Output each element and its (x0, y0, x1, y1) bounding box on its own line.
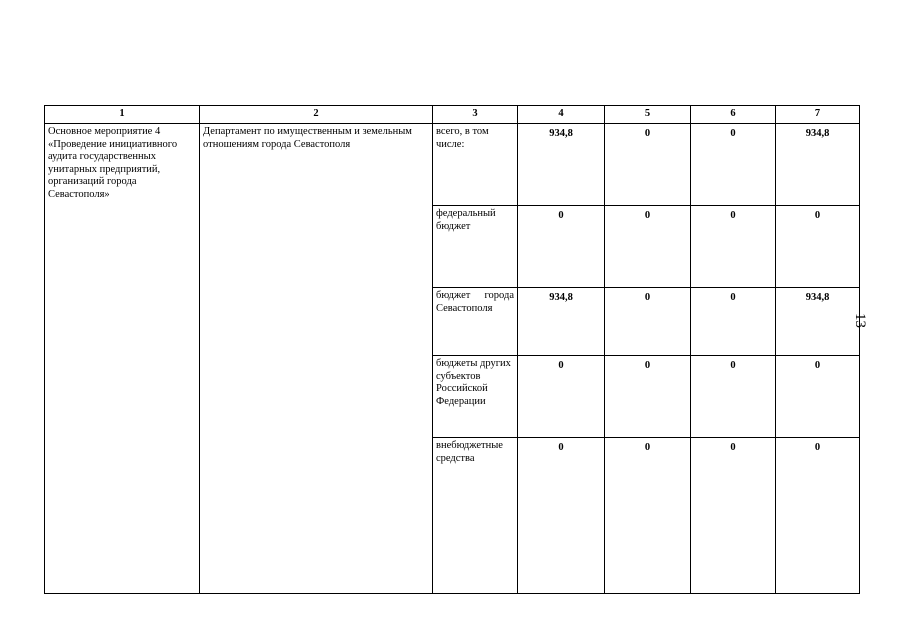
value-cell: 0 (776, 438, 860, 594)
value-cell: 934,8 (776, 288, 860, 356)
header-cell-6: 6 (691, 106, 776, 124)
value-cell: 0 (605, 356, 691, 438)
value-cell: 0 (605, 124, 691, 206)
page-number: 13 (852, 313, 868, 328)
header-cell-5: 5 (605, 106, 691, 124)
header-row (45, 106, 860, 124)
value-cell: 0 (691, 124, 776, 206)
value-cell: 0 (518, 356, 605, 438)
header-cell-1: 1 (45, 106, 200, 124)
value-cell: 934,8 (518, 124, 605, 206)
source-line: бюджет города (436, 290, 514, 301)
source-cell: внебюджетные средства (433, 438, 518, 594)
source-cell: федеральный бюджет (433, 206, 518, 288)
value-cell: 934,8 (776, 124, 860, 206)
value-cell: 0 (518, 206, 605, 288)
source-cell: бюджеты других субъектов Российской Федерации (433, 356, 518, 438)
source-line: Севастополя (436, 302, 493, 314)
value-cell: 0 (605, 438, 691, 594)
value-cell: 0 (776, 206, 860, 288)
header-cell-2: 2 (200, 106, 433, 124)
executor-cell: Департамент по имущественным и земельным отношениям города Севастополя (200, 124, 433, 594)
value-cell: 0 (691, 356, 776, 438)
header-cell-3: 3 (433, 106, 518, 124)
source-cell: всего, в том числе: (433, 124, 518, 206)
budget-table (44, 105, 860, 594)
header-cell-4: 4 (518, 106, 605, 124)
value-cell: 0 (691, 206, 776, 288)
activity-cell: Основное мероприятие 4 «Проведение инициативного аудита государственных унитарных предприятий, организаций города Севастополя» (45, 124, 200, 594)
source-cell (433, 288, 518, 356)
value-cell: 0 (691, 288, 776, 356)
header-cell-7: 7 (776, 106, 860, 124)
value-cell: 0 (776, 356, 860, 438)
value-cell: 0 (605, 288, 691, 356)
value-cell: 0 (691, 438, 776, 594)
value-cell: 0 (605, 206, 691, 288)
value-cell: 934,8 (518, 288, 605, 356)
value-cell: 0 (518, 438, 605, 594)
table-row (45, 124, 860, 206)
